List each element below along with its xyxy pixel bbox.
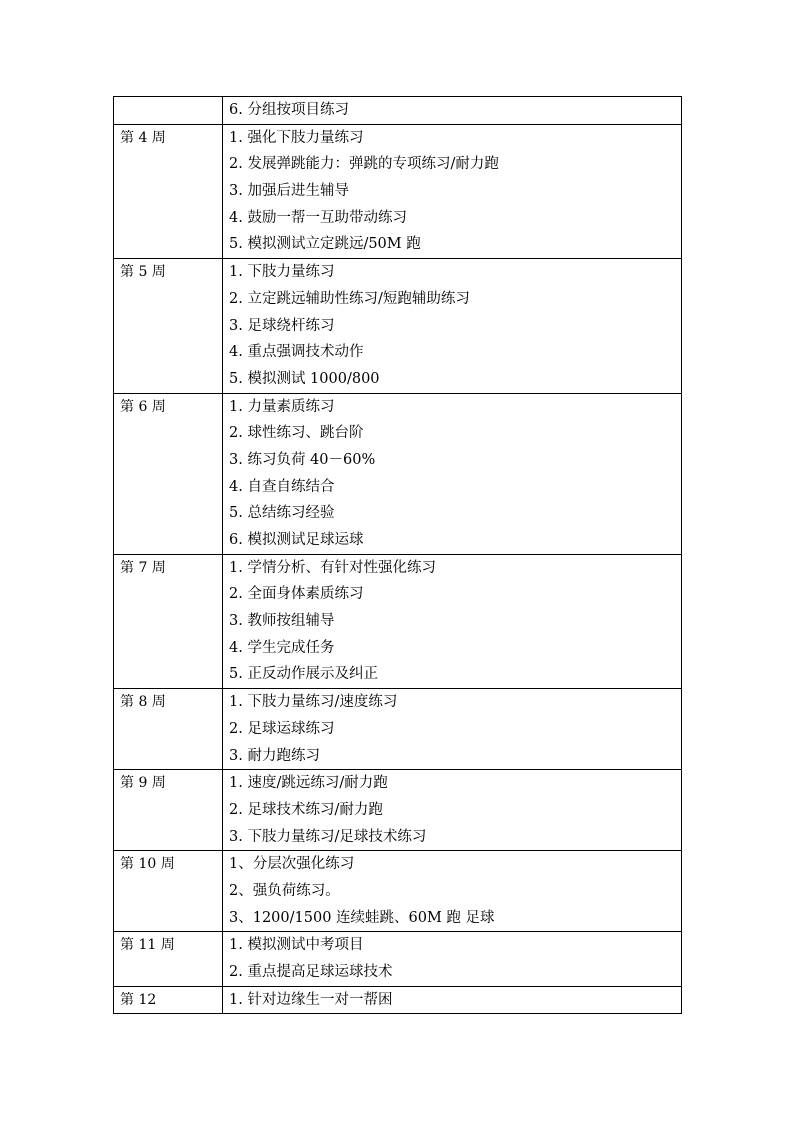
week-cell xyxy=(114,554,223,688)
table-row xyxy=(114,689,682,770)
week-cell xyxy=(114,689,223,770)
week-cell xyxy=(114,97,223,125)
week-label xyxy=(120,97,222,124)
table-row xyxy=(114,259,682,393)
content-cell xyxy=(223,689,682,770)
week-label: 第 8 周 xyxy=(120,694,166,711)
list-item: 3. 教师按组辅导 xyxy=(229,613,335,630)
list-item: 2. 立定跳远辅助性练习/短跑辅助练习 xyxy=(229,290,470,307)
week-label: 第 11 周 xyxy=(120,937,175,954)
list-item: 4. 自查自练结合 xyxy=(229,478,335,495)
table-row xyxy=(114,97,682,125)
list-item: 3. 练习负荷 40－60% xyxy=(229,451,376,468)
content-cell xyxy=(223,554,682,688)
content-cell xyxy=(223,124,682,258)
week-cell xyxy=(114,986,223,1014)
content-cell xyxy=(223,770,682,851)
list-item: 1、分层次强化练习 xyxy=(229,856,355,873)
list-item: 3. 耐力跑练习 xyxy=(229,747,320,764)
list-item: 3、1200/1500 连续蛙跳、60M 跑 足球 xyxy=(229,909,495,926)
training-plan-table xyxy=(113,96,682,1014)
list-item: 4. 重点强调技术动作 xyxy=(229,344,364,361)
week-label: 第 4 周 xyxy=(120,129,166,146)
list-item: 5. 正反动作展示及纠正 xyxy=(229,666,378,683)
list-item: 2. 重点提高足球运球技术 xyxy=(229,964,393,980)
list-item: 5. 模拟测试立定跳远/50M 跑 xyxy=(229,236,421,253)
list-item: 1. 强化下肢力量练习 xyxy=(229,129,364,146)
table-row xyxy=(114,770,682,851)
list-item: 1. 针对边缘生一对一帮困 xyxy=(229,991,393,1008)
week-cell xyxy=(114,851,223,932)
list-item: 6. 分组按项目练习 xyxy=(229,102,349,118)
list-item: 1. 学情分析、有针对性强化练习 xyxy=(229,559,436,576)
week-label: 第 12 xyxy=(120,991,157,1008)
list-item: 6. 模拟测试足球运球 xyxy=(229,532,364,548)
list-item: 1. 下肢力量练习 xyxy=(229,264,335,281)
list-item: 2. 发展弹跳能力：弹跳的专项练习/耐力跑 xyxy=(229,156,499,173)
content-cell xyxy=(223,986,682,1014)
table-row xyxy=(114,554,682,688)
list-item: 3. 下肢力量练习/足球技术练习 xyxy=(229,828,427,845)
week-cell xyxy=(114,770,223,851)
list-item: 4. 鼓励一帮一互助带动练习 xyxy=(229,209,407,226)
list-item: 2. 球性练习、跳台阶 xyxy=(229,425,364,442)
list-item: 2. 足球技术练习/耐力跑 xyxy=(229,801,383,818)
week-cell xyxy=(114,932,223,986)
table-row xyxy=(114,932,682,986)
list-item: 5. 模拟测试 1000/800 xyxy=(229,370,380,387)
list-item: 4. 学生完成任务 xyxy=(229,639,335,656)
table-row xyxy=(114,851,682,932)
list-item: 2. 足球运球练习 xyxy=(229,720,335,737)
list-item: 1. 速度/跳远练习/耐力跑 xyxy=(229,775,388,792)
table-row xyxy=(114,986,682,1014)
week-label: 第 9 周 xyxy=(120,775,166,792)
content-cell xyxy=(223,851,682,932)
week-label: 第 10 周 xyxy=(120,856,175,873)
list-item: 5. 总结练习经验 xyxy=(229,505,335,522)
week-cell xyxy=(114,124,223,258)
content-cell xyxy=(223,393,682,554)
list-item: 3. 加强后进生辅导 xyxy=(229,183,349,200)
content-cell xyxy=(223,259,682,393)
week-cell xyxy=(114,393,223,554)
list-item: 3. 足球绕杆练习 xyxy=(229,317,335,334)
list-item: 2. 全面身体素质练习 xyxy=(229,586,364,603)
list-item: 1. 下肢力量练习/速度练习 xyxy=(229,694,398,711)
table-row xyxy=(114,393,682,554)
week-label: 第 5 周 xyxy=(120,264,166,281)
week-label: 第 6 周 xyxy=(120,398,166,415)
week-cell xyxy=(114,259,223,393)
list-item: 1. 力量素质练习 xyxy=(229,398,335,415)
content-cell xyxy=(223,97,682,125)
list-item: 1. 模拟测试中考项目 xyxy=(229,937,364,954)
list-item: 2、强负荷练习。 xyxy=(229,882,340,899)
plan-table-body xyxy=(114,97,682,1014)
table-row xyxy=(114,124,682,258)
content-cell xyxy=(223,932,682,986)
week-label: 第 7 周 xyxy=(120,559,166,576)
